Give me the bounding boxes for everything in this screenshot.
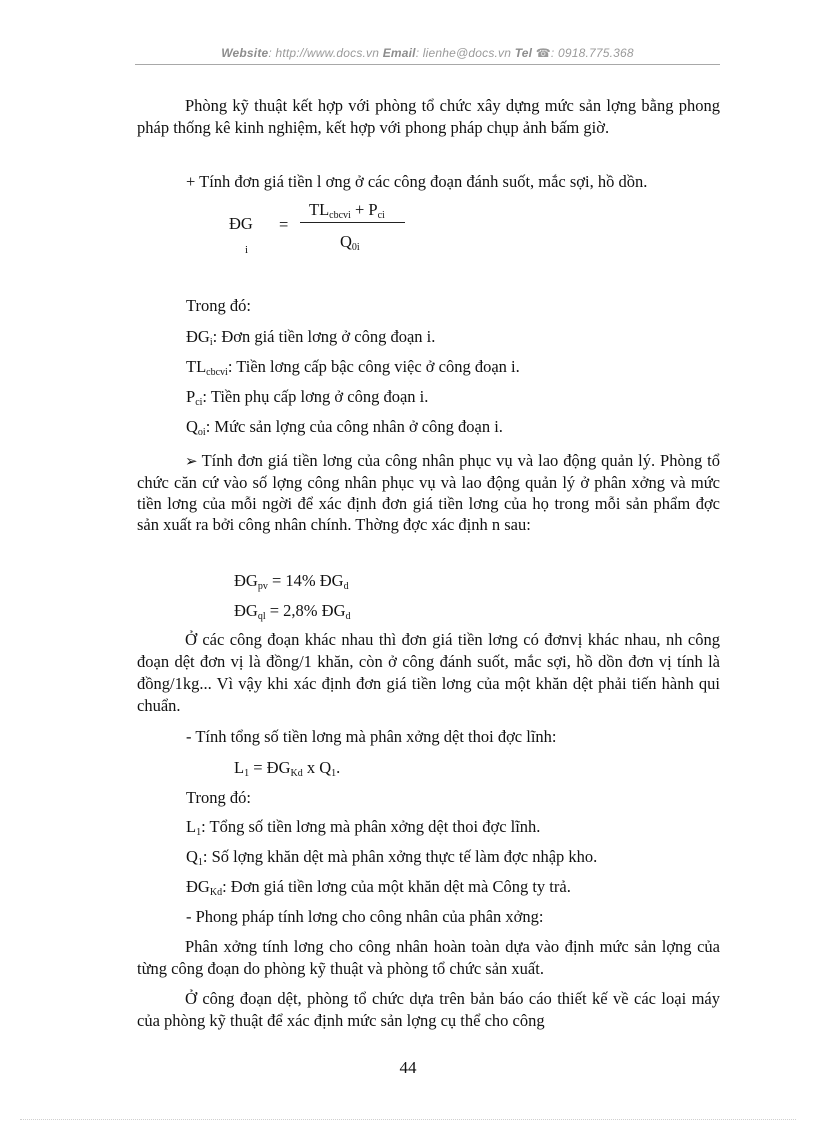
email-value: : lienhe@docs.vn (415, 46, 512, 60)
arrow-bullet-icon: ➢ (185, 452, 198, 470)
paragraph-7: Phân xởng tính lơng cho công nhân hoàn toàn dựa vào định mức sản lợng của từng công đoạn do phòng kỹ thuật và phòng tổ chức sản xuất. (137, 937, 720, 978)
phone-icon: ☎ (535, 46, 551, 60)
where-label-2: Trong đó: (186, 788, 251, 807)
definition-q: $Q_{oi}$: Mức sản lợng của công nhân ở công đoạn i. (186, 417, 503, 438)
paragraph-3: ➢ Tính đơn giá tiền lơng của công nhân phục vụ và lao động quản lý. Phòng tổ chức căn cứ vào số lợng công nhân phục vụ và lao động quản lý ở phân xởng và mức tiền lơng của mỗi ngời để xác định đơn giá tiền lơng của họ trong mỗi sản phẩm đợc sản xuất ra bởi công nhân chính. Thờng đợc xác định n sau: (137, 451, 720, 534)
formula-equals: = (279, 215, 289, 234)
fraction-bar (300, 222, 405, 223)
equation-dgpv: $ĐG_{pv} = 14\%$ $ĐG_d$ (234, 571, 349, 592)
email-label: Email (382, 46, 416, 60)
definition-q1: $Q_1$: Số lợng khăn dệt mà phân xởng thực tế làm đợc nhập kho. (186, 847, 598, 868)
bottom-divider (20, 1119, 796, 1120)
definition-p: $P_{ci}$: Tiền phụ cấp lơng ở công đoạn i. (186, 387, 429, 408)
formula-denominator: $Q_{0i}$ (340, 232, 360, 253)
equation-l1: $L_1$ = $ĐG_{Kd}$ x $Q_1$. (234, 758, 341, 779)
website-value: : http://www.docs.vn (268, 46, 380, 60)
tel-value: : 0918.775.368 (550, 46, 634, 60)
definition-tl: $TL_{cbcvi}$: Tiền lơng cấp bậc công việc ở công đoạn i. (186, 357, 520, 378)
page-header (135, 46, 720, 60)
formula-lhs-subscript: i (245, 244, 249, 256)
equation-dgql: $ĐG_{ql} = 2,8\%$ $ĐG_d$ (234, 601, 351, 622)
paragraph-4: Ở các công đoạn khác nhau thì đơn giá tiền lơng có đơnvị khác nhau, nh công đoạn dệt đơn vị là đồng/1 khăn, còn ở công đánh suốt, mắc sợi, hồ dồn đơn vị tính là đồng/1kg... Vì vậy khi xác định đơn giá tiền lơng của một khăn dệt phải tiến hành qui chuẩn. (137, 630, 720, 715)
website-label: Website (221, 46, 269, 60)
formula-numerator: $TL_{cbcvi} + P_{ci}$ (309, 200, 385, 221)
paragraph-8: Ở công đoạn dệt, phòng tổ chức dựa trên bản báo cáo thiết kế về các loại máy của phòng kỹ thuật để xác định mức sản lợng cụ thể cho công (137, 989, 720, 1030)
tel-label: Tel (514, 46, 533, 60)
where-label-1: Trong đó: (186, 296, 251, 315)
header-divider (135, 64, 720, 65)
page-number: 44 (399, 1058, 417, 1077)
definition-l1: $L_1$: Tổng số tiền lơng mà phân xởng dệt thoi đợc lĩnh. (186, 817, 541, 838)
definition-dg: $ĐG_i$: Đơn giá tiền lơng ở công đoạn i. (186, 327, 436, 348)
paragraph-2: + Tính đơn giá tiền l ơng ở các công đoạn đánh suốt, mắc sợi, hồ dồn. (186, 172, 648, 191)
paragraph-1: Phòng kỹ thuật kết hợp với phòng tổ chức xây dựng mức sản lợng bằng phong pháp thống kê kinh nghiệm, kết hợp với phong pháp chụp ảnh bấm giờ. (137, 96, 720, 137)
paragraph-5: - Tính tổng số tiền lơng mà phân xởng dệt thoi đợc lĩnh: (186, 727, 557, 746)
formula-lhs: ĐG (229, 214, 253, 233)
definition-dgkd: $ĐG_{Kd}$: Đơn giá tiền lơng của một khăn dệt mà Công ty trả. (186, 877, 571, 898)
paragraph-6: - Phong pháp tính lơng cho công nhân của phân xởng: (186, 907, 544, 926)
